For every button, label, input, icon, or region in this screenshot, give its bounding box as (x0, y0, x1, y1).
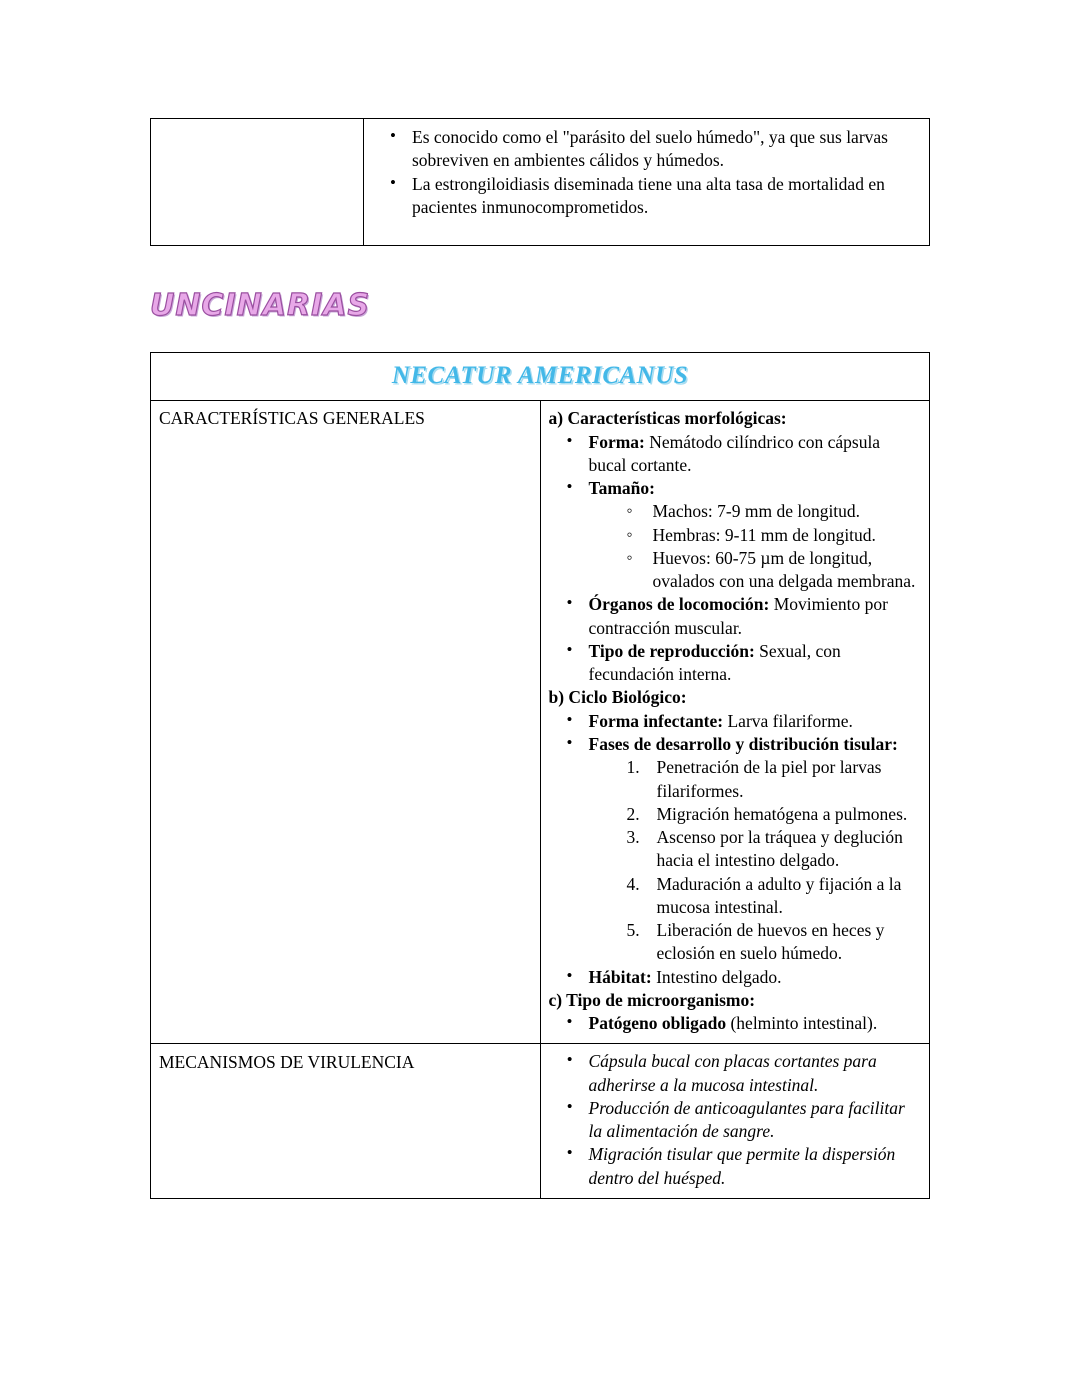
tamano-label: Tamaño: (588, 478, 655, 499)
list-item-fases-desarrollo (589, 733, 922, 966)
list-item: Liberación de huevos en heces y eclosión en suelo húmedo. (656, 920, 885, 964)
tamano-sub-list (589, 500, 922, 593)
fases-label: Fases de desarrollo y distribución tisular: (588, 733, 898, 754)
ciclo-biologico-bullet-list (549, 710, 922, 989)
tipo-microorganismo-bullet-list (549, 1012, 922, 1035)
forma-infectante-text: Larva filariforme. (723, 710, 853, 731)
table-row (151, 119, 930, 246)
list-item-patogeno (589, 1012, 922, 1035)
top-table-bullet-list (372, 126, 921, 219)
subsection-c-heading: c) Tipo de microorganismo: (548, 989, 756, 1010)
list-item-organos-locomocion (589, 593, 922, 640)
habitat-label: Hábitat: (588, 966, 652, 987)
habitat-text: Intestino delgado. (651, 966, 782, 987)
main-table-wrap (150, 352, 930, 1199)
top-table-body-cell (364, 119, 930, 246)
morfologia-bullet-list (549, 431, 922, 687)
patogeno-text: (helminto intestinal). (726, 1013, 878, 1034)
list-item-forma-infectante (589, 710, 922, 733)
row-body-caracteristicas-generales (540, 401, 930, 1044)
list-item: ◦ Machos: 7-9 mm de longitud. (653, 500, 922, 523)
subsection-b-heading: b) Ciclo Biológico: (548, 687, 687, 708)
list-item: ◦ Huevos: 60-75 µm de longitud, ovalados con una delgada membrana. (653, 547, 922, 594)
organos-label: Órganos de locomoción: (588, 594, 770, 615)
table-title-row (151, 353, 930, 401)
reproduccion-label: Tipo de reproducción: (588, 640, 755, 661)
reproduccion-text: Sexual, con fecundación interna. (588, 640, 841, 685)
list-item: Penetración de la piel por larvas filariformes. (656, 757, 882, 801)
forma-label: Forma: (588, 431, 645, 452)
list-item: • Producción de anticoagulantes para facilitar la alimentación de sangre. (589, 1097, 922, 1144)
virulencia-bullet-list (549, 1050, 922, 1190)
table-row (151, 401, 930, 1044)
row-body-mecanismos-virulencia (540, 1044, 930, 1199)
forma-infectante-label: Forma infectante: (588, 710, 724, 731)
table-row (151, 1044, 930, 1199)
organos-text: Movimiento por contracción muscular. (588, 594, 888, 638)
list-item-tipo-reproduccion (589, 640, 922, 687)
table-title-cell (151, 353, 930, 401)
row-label-caracteristicas-generales: CARACTERÍSTICAS GENERALES (151, 401, 541, 1044)
list-item: Maduración a adulto y fijación a la mucosa intestinal. (656, 873, 902, 917)
row-label-mecanismos-virulencia: MECANISMOS DE VIRULENCIA (151, 1044, 541, 1199)
patogeno-label: Patógeno obligado (588, 1013, 727, 1034)
page-title: NECATUR AMERICANUS (391, 362, 689, 389)
list-item: Migración hematógena a pulmones. (656, 803, 908, 824)
section-heading-uncinarias: UNCINARIAS (150, 288, 371, 323)
list-item: ◦ Hembras: 9-11 mm de longitud. (653, 524, 922, 547)
necatur-americanus-table (150, 352, 930, 1199)
top-continuation-table-wrap (150, 118, 930, 246)
list-item: • La estrongiloidiasis diseminada tiene una alta tasa de mortalidad en pacientes inmunocomprometidos. (412, 173, 921, 220)
list-item-habitat (589, 966, 922, 989)
forma-text: Nemátodo cilíndrico con cápsula bucal cortante. (588, 431, 881, 475)
list-item: • Es conocido como el "parásito del suelo húmedo", ya que sus larvas sobreviven en ambientes cálidos y húmedos. (412, 126, 921, 173)
list-item-forma (589, 431, 922, 478)
list-item: • Cápsula bucal con placas cortantes para adherirse a la mucosa intestinal. (589, 1050, 922, 1097)
list-item-tamano (589, 477, 922, 593)
list-item: • Migración tisular que permite la dispersión dentro del huésped. (589, 1143, 922, 1190)
list-item: Ascenso por la tráquea y deglución hacia el intestino delgado. (656, 827, 903, 871)
top-table-empty-label-cell (151, 119, 364, 246)
fases-ordered-list (589, 756, 922, 965)
top-continuation-table (150, 118, 930, 246)
subsection-a-heading: a) Características morfológicas: (548, 408, 787, 429)
